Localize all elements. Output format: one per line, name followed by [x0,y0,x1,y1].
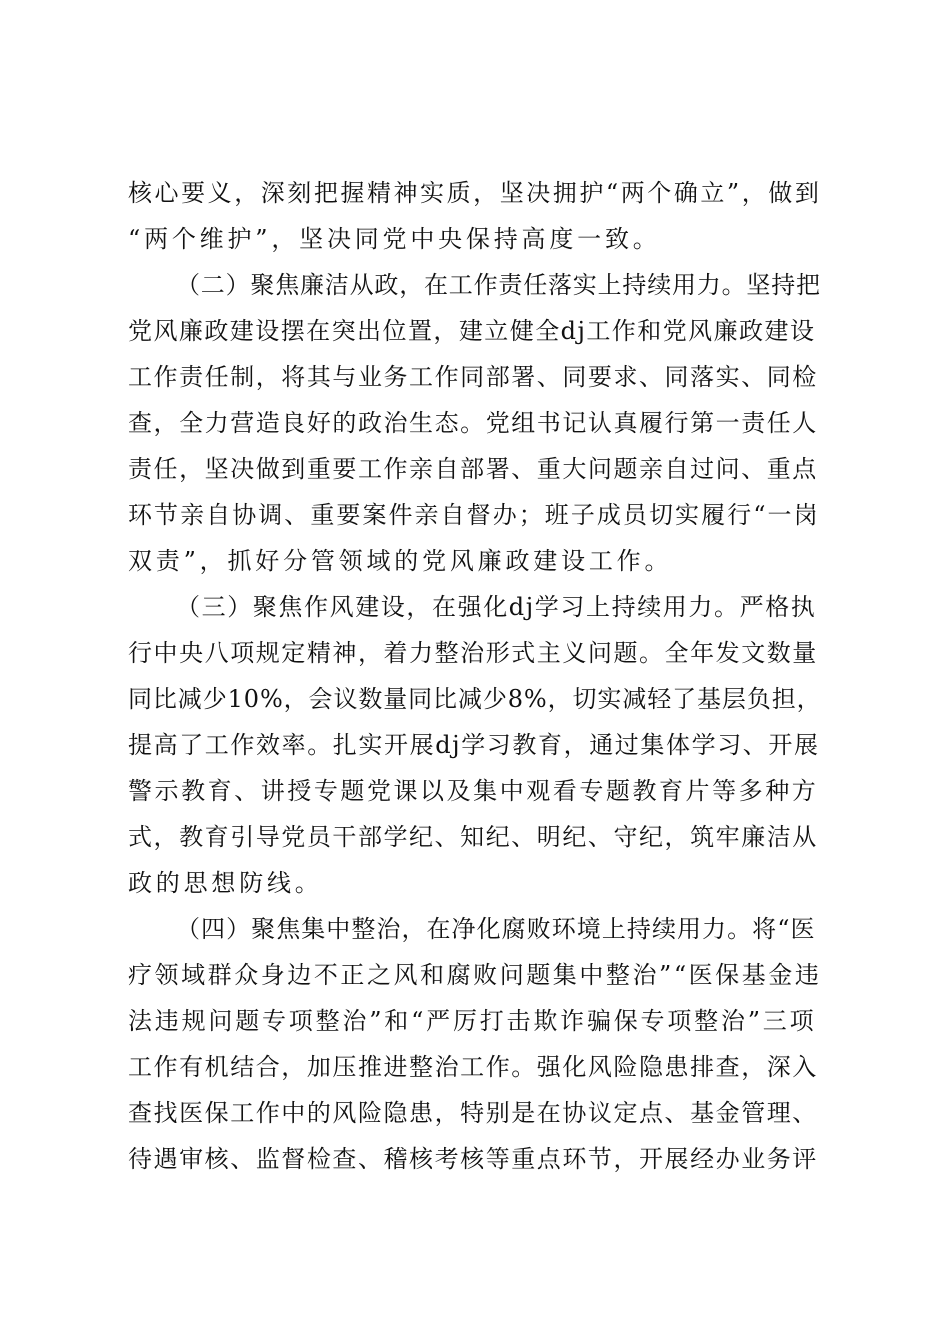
text-line: 工作责任制，将其与业务工作同部署、同要求、同落实、同检 [128,363,818,391]
text-line: 式，教育引导党员干部学纪、知纪、明纪、守纪，筑牢廉洁从 [128,823,818,851]
text-line: 双责”，抓好分管领域的党风廉政建设工作。 [128,547,673,575]
paragraph-3-heading-line: （三）聚焦作风建设，在强化dj学习上持续用力。严格执 [176,593,817,621]
text-line: 查，全力营造良好的政治生态。党组书记认真履行第一责任人 [128,409,818,437]
text-line: 环节亲自协调、重要案件亲自督办；班子成员切实履行“一岗 [128,501,820,529]
text-line: 待遇审核、监督检查、稽核考核等重点环节，开展经办业务评 [128,1145,818,1173]
text-line: 同比减少10%，会议数量同比减少8%，切实减轻了基层负担， [128,685,822,713]
paragraph-4-heading-line: （四）聚焦集中整治，在净化腐败环境上持续用力。将“医 [176,915,816,943]
text-line: 政的思想防线。 [128,869,323,897]
text-line: 法违规问题专项整治”和“严厉打击欺诈骗保专项整治”三项 [128,1007,817,1035]
text-line: 行中央八项规定精神，着力整治形式主义问题。全年发文数量 [128,639,818,667]
text-line: 提高了工作效率。扎实开展dj学习教育，通过集体学习、开展 [128,731,820,759]
text-line: 工作有机结合，加压推进整治工作。强化风险隐患排查，深入 [128,1053,818,1081]
text-line: 责任，坚决做到重要工作亲自部署、重大问题亲自过问、重点 [128,455,818,483]
text-line: 警示教育、讲授专题党课以及集中观看专题教育片等多种方 [128,777,819,805]
paragraph-2-heading-line: （二）聚焦廉洁从政，在工作责任落实上持续用力。坚持把 [176,271,821,299]
text-line: “两个维护”，坚决同党中央保持高度一致。 [128,225,661,253]
text-line: 核心要义，深刻把握精神实质，坚决拥护“两个确立”，做到 [128,179,822,207]
text-line: 党风廉政建设摆在突出位置，建立健全dj工作和党风廉政建设 [128,317,816,345]
text-line: 疗领域群众身边不正之风和腐败问题集中整治”“医保基金违 [128,961,822,989]
text-line: 查找医保工作中的风险隐患，特别是在协议定点、基金管理、 [128,1099,818,1127]
